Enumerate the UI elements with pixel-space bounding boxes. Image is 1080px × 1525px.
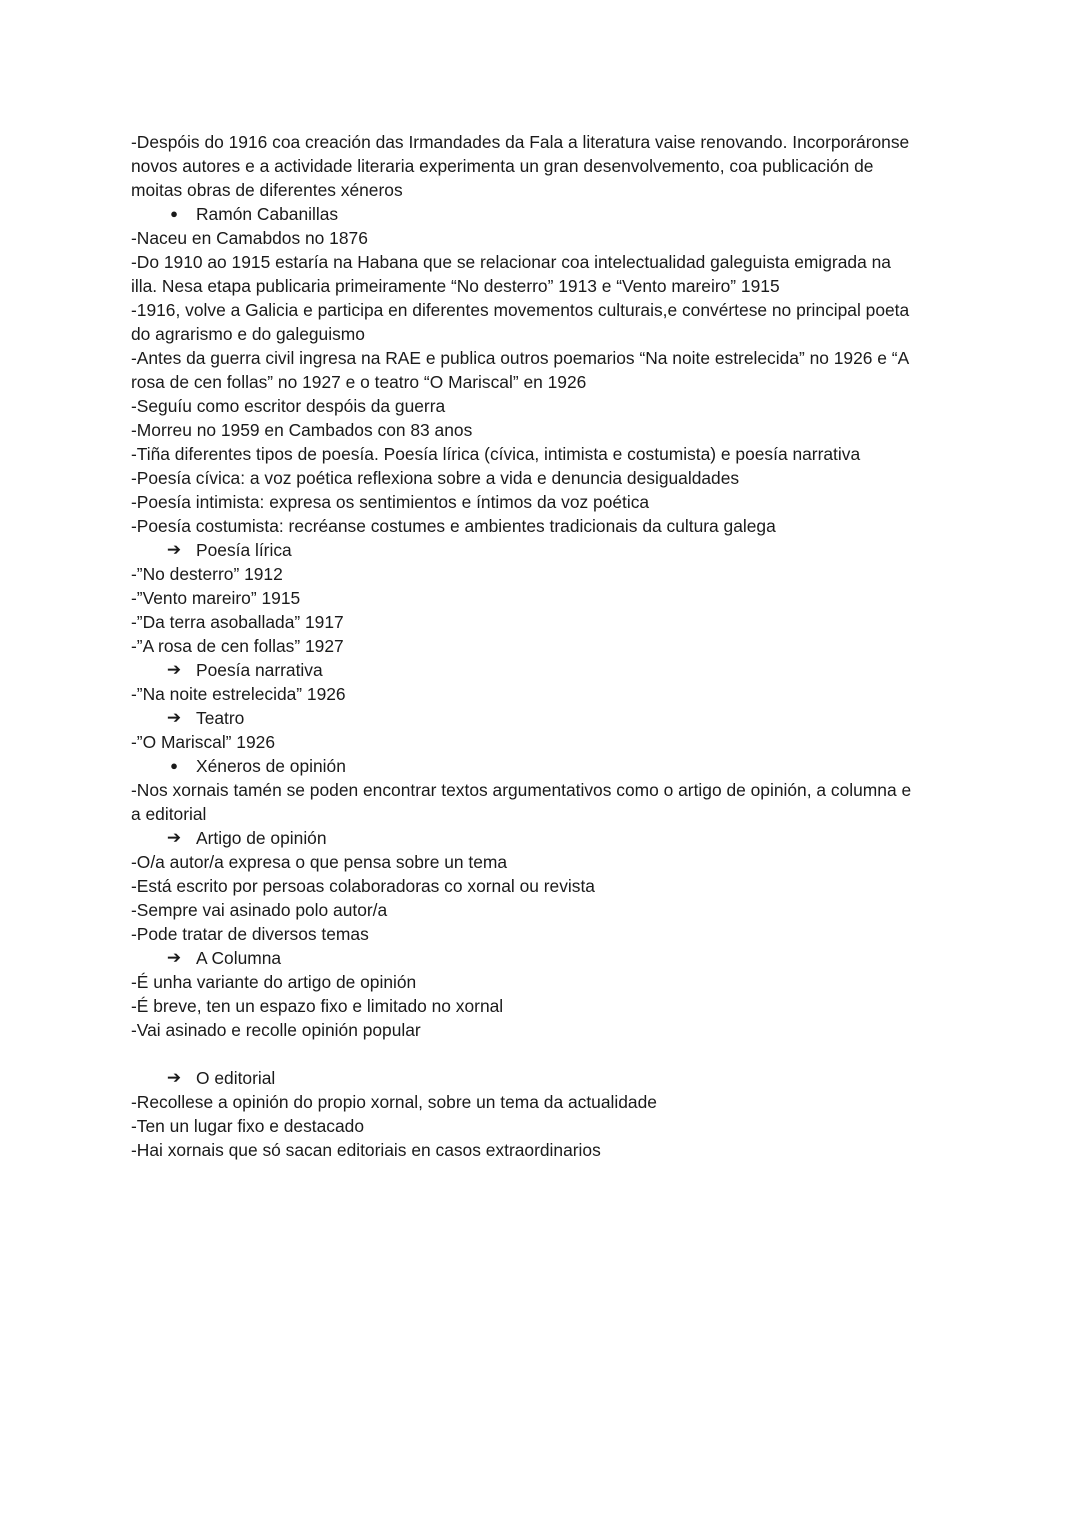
heading-text: Xéneros de opinión bbox=[196, 756, 346, 776]
text-line: -Nos xornais tamén se poden encontrar textos argumentativos como o artigo de opinión, a columna e bbox=[131, 780, 912, 800]
text-line: -Poesía cívica: a voz poética reflexiona sobre a vida e denuncia desigualdades bbox=[131, 468, 740, 488]
text-line: -Pode tratar de diversos temas bbox=[131, 924, 369, 944]
heading-text: Poesía narrativa bbox=[196, 660, 323, 680]
text-line: do agrarismo e do galeguismo bbox=[131, 324, 365, 344]
arrow-subheading bbox=[131, 1066, 951, 1090]
text-line: -O/a autor/a expresa o que pensa sobre un tema bbox=[131, 852, 508, 872]
text-line: moitas obras de diferentes xéneros bbox=[131, 180, 403, 200]
text-line: -É breve, ten un espazo fixo e limitado no xornal bbox=[131, 996, 504, 1016]
text-line: novos autores e a actividade literaria experimenta un gran desenvolvemento, coa publicación de bbox=[131, 156, 874, 176]
bullet-dot-icon: ● bbox=[170, 206, 178, 221]
arrow-right-icon: ➔ bbox=[166, 948, 182, 967]
arrow-subheading bbox=[131, 538, 951, 562]
text-line: -Ten un lugar fixo e destacado bbox=[131, 1116, 364, 1136]
text-line: -Despóis do 1916 coa creación das Irmandades da Fala a literatura vaise renovando. Incorporáronse bbox=[131, 132, 910, 152]
document-body bbox=[131, 130, 951, 1162]
text-line: a editorial bbox=[131, 804, 207, 824]
heading-text: Teatro bbox=[196, 708, 245, 728]
text-line: -Poesía costumista: recréanse costumes e ambientes tradicionais da cultura galega bbox=[131, 516, 776, 536]
heading-text: Artigo de opinión bbox=[196, 828, 327, 848]
arrow-right-icon: ➔ bbox=[166, 660, 182, 679]
text-line: -É unha variante do artigo de opinión bbox=[131, 972, 417, 992]
text-line: -Tiña diferentes tipos de poesía. Poesía lírica (cívica, intimista e costumista) e poesía narrativa bbox=[131, 444, 861, 464]
heading-text: Poesía lírica bbox=[196, 540, 292, 560]
text-line: -Naceu en Camabdos no 1876 bbox=[131, 228, 368, 248]
arrow-subheading bbox=[131, 658, 951, 682]
text-line: -Hai xornais que só sacan editoriais en casos extraordinarios bbox=[131, 1140, 601, 1160]
text-line: -”O Mariscal” 1926 bbox=[131, 732, 275, 752]
text-line: -Está escrito por persoas colaboradoras co xornal ou revista bbox=[131, 876, 595, 896]
text-line: -Recollese a opinión do propio xornal, sobre un tema da actualidade bbox=[131, 1092, 657, 1112]
text-line: -”Vento mareiro” 1915 bbox=[131, 588, 301, 608]
text-line: -Sempre vai asinado polo autor/a bbox=[131, 900, 388, 920]
arrow-right-icon: ➔ bbox=[166, 1068, 182, 1087]
arrow-right-icon: ➔ bbox=[166, 540, 182, 559]
arrow-subheading bbox=[131, 946, 951, 970]
bullet-heading bbox=[131, 754, 951, 778]
heading-text: Ramón Cabanillas bbox=[196, 204, 339, 224]
text-line: -Vai asinado e recolle opinión popular bbox=[131, 1020, 421, 1040]
text-line: -Seguíu como escritor despóis da guerra bbox=[131, 396, 446, 416]
text-line: -Poesía intimista: expresa os sentimientos e íntimos da voz poética bbox=[131, 492, 650, 512]
bullet-heading bbox=[131, 202, 951, 226]
text-line: illa. Nesa etapa publicaria primeiramente “No desterro” 1913 e “Vento mareiro” 1915 bbox=[131, 276, 780, 296]
text-line: -Morreu no 1959 en Cambados con 83 anos bbox=[131, 420, 473, 440]
bullet-dot-icon: ● bbox=[170, 758, 178, 773]
text-line: -”Na noite estrelecida” 1926 bbox=[131, 684, 346, 704]
text-line: -”A rosa de cen follas” 1927 bbox=[131, 636, 344, 656]
heading-text: A Columna bbox=[196, 948, 282, 968]
heading-text: O editorial bbox=[196, 1068, 276, 1088]
arrow-right-icon: ➔ bbox=[166, 828, 182, 847]
arrow-subheading bbox=[131, 826, 951, 850]
blank-line bbox=[131, 1042, 951, 1066]
text-line: -Antes da guerra civil ingresa na RAE e publica outros poemarios “Na noite estrelecida” no 1926 e “A bbox=[131, 348, 910, 368]
text-line: -1916, volve a Galicia e participa en diferentes movementos culturais,e convértese no principal poeta bbox=[131, 300, 910, 320]
arrow-subheading bbox=[131, 706, 951, 730]
text-line: -”Da terra asoballada” 1917 bbox=[131, 612, 344, 632]
arrow-right-icon: ➔ bbox=[166, 708, 182, 727]
text-line: rosa de cen follas” no 1927 e o teatro “O Mariscal” en 1926 bbox=[131, 372, 587, 392]
text-line: -Do 1910 ao 1915 estaría na Habana que se relacionar coa intelectualidad galeguista emigrada na bbox=[131, 252, 891, 272]
text-line: -”No desterro” 1912 bbox=[131, 564, 283, 584]
